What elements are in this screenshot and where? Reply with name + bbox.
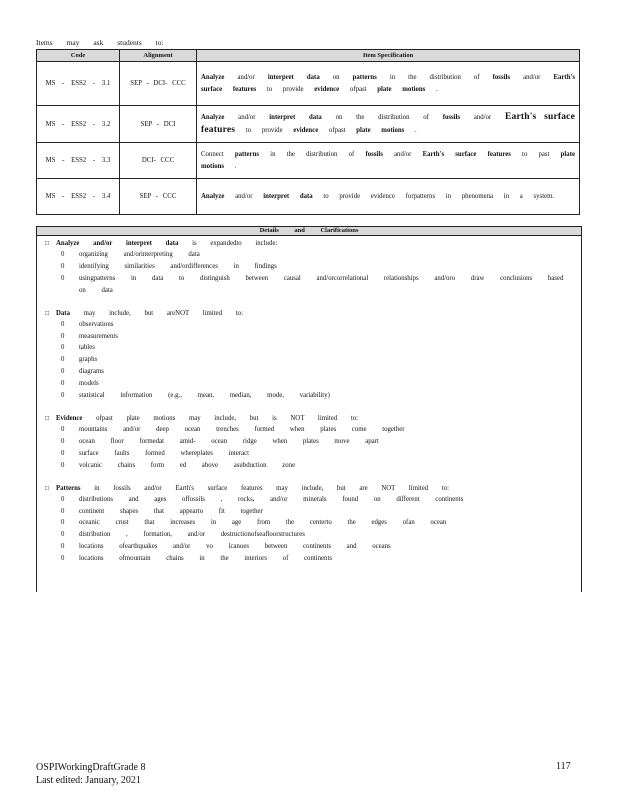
- list-item: [61, 448, 581, 460]
- list-item-text: measurements: [79, 332, 118, 340]
- list-item: [61, 273, 581, 297]
- list-item-text: tables: [79, 344, 95, 352]
- spec-text: on the distribution of: [321, 114, 443, 121]
- spec-text: to provide: [256, 85, 315, 93]
- details-header: Details and Clarifications: [37, 227, 581, 236]
- spec-text: and/or: [224, 73, 268, 81]
- section-keyword: Data: [56, 309, 70, 317]
- spec-keyword: Analyze: [201, 114, 225, 121]
- section-list: [45, 494, 581, 565]
- sub-bullet-icon: 0: [61, 425, 65, 433]
- spec-keyword: data: [306, 73, 320, 81]
- list-item-text: distributions and ages offossils , rocks, and/or minerals found on different continents: [79, 495, 464, 503]
- row-spec: [197, 143, 580, 179]
- intro-text: Items may ask students to:: [36, 38, 164, 47]
- row-spec: [197, 179, 580, 215]
- checkbox-bullet-icon: □: [45, 484, 50, 492]
- spec-keyword: Earth's surface features: [201, 112, 576, 135]
- header-code: Code: [37, 50, 120, 62]
- table-header-row: [37, 50, 580, 62]
- sub-bullet-icon: 0: [61, 274, 65, 282]
- page-number: 117: [556, 761, 571, 772]
- table-row: [37, 179, 580, 215]
- list-item: [61, 342, 581, 354]
- section-heading-text: is expandedto include:: [178, 240, 278, 247]
- sub-bullet-icon: 0: [61, 380, 65, 388]
- checkbox-bullet-icon: □: [45, 414, 50, 422]
- spec-text: and/or: [382, 150, 423, 158]
- list-item: [61, 424, 581, 436]
- spec-keyword: interpret: [267, 73, 294, 81]
- spec-keyword: patterns: [234, 150, 259, 158]
- list-item: [61, 541, 581, 553]
- row-spec: [197, 62, 580, 106]
- list-item: [61, 354, 581, 366]
- section-heading: [45, 239, 581, 249]
- section-list: [45, 319, 581, 402]
- spec-text: [294, 74, 307, 81]
- list-item: [61, 261, 581, 273]
- sub-bullet-icon: 0: [61, 392, 65, 400]
- list-item-text: diagrams: [79, 368, 104, 376]
- section-heading: [45, 484, 581, 494]
- list-item: [61, 436, 581, 448]
- section-heading-text: may include, but areNOT limited to:: [69, 309, 243, 317]
- spec-keyword: interpret: [263, 192, 290, 200]
- spec-text: in the distribution of: [376, 73, 493, 81]
- list-item-text: ocean floor formedat amid- ocean ridge when plates move apart: [79, 437, 379, 445]
- section-keyword: Patterns: [56, 484, 81, 492]
- spec-text: and/or: [510, 73, 554, 81]
- spec-text: and/or: [224, 192, 264, 200]
- list-item-text: volcanic chains form ed above asubduction zone: [79, 461, 296, 469]
- sub-bullet-icon: 0: [61, 262, 65, 270]
- section-heading: [45, 309, 581, 319]
- row-code: MS - ESS2 - 3.1: [37, 62, 120, 106]
- list-item: [61, 553, 581, 565]
- sub-bullet-icon: 0: [61, 344, 65, 352]
- spec-keyword: fossils: [365, 150, 383, 158]
- spec-text: ofpast: [318, 127, 357, 134]
- spec-text: and/or: [460, 114, 505, 121]
- spec-text: to past: [510, 150, 561, 158]
- details-section: [45, 484, 581, 565]
- spec-text: ofpast: [339, 85, 378, 93]
- row-code: MS - ESS2 - 3.3: [37, 143, 120, 179]
- spec-keyword: plate motions: [377, 85, 426, 93]
- sub-bullet-icon: 0: [61, 449, 65, 457]
- checkbox-bullet-icon: □: [45, 240, 50, 247]
- list-item: [61, 529, 581, 541]
- sub-bullet-icon: 0: [61, 251, 65, 258]
- spec-text: and/or: [224, 114, 270, 121]
- spec-keyword: patterns: [352, 73, 377, 81]
- sub-bullet-icon: 0: [61, 356, 65, 364]
- details-section: [45, 309, 581, 402]
- list-item: [61, 517, 581, 529]
- list-item: [61, 494, 581, 506]
- checkbox-bullet-icon: □: [45, 309, 50, 317]
- row-code: MS - ESS2 - 3.2: [37, 106, 120, 143]
- list-item-text: statistical information (e.g., mean, median, mode, variability): [79, 392, 330, 400]
- sub-bullet-icon: 0: [61, 555, 65, 563]
- details-clarifications-panel: [36, 226, 582, 592]
- details-section: [45, 414, 581, 472]
- spec-keyword: fossils: [492, 73, 511, 81]
- list-item: [61, 319, 581, 331]
- row-alignment: DCI- CCC: [120, 143, 197, 179]
- spec-text: in the distribution of: [259, 150, 366, 158]
- row-code: MS - ESS2 - 3.4: [37, 179, 120, 215]
- header-alignment: Alignment: [120, 50, 197, 62]
- details-sections: [37, 239, 581, 565]
- row-spec: [197, 106, 580, 143]
- list-item-text: oceanic crust that increases in age from the centerto the edges ofan ocean: [79, 519, 447, 527]
- sub-bullet-icon: 0: [61, 519, 65, 527]
- list-item-text: usingpatterns in data to distinguish between causal and/orcorrelational relationships and/oro draw conclusions based on data: [79, 274, 564, 294]
- section-heading-text: ofpast plate motions may include, but is NOT limited to:: [82, 414, 359, 422]
- section-list: [45, 424, 581, 472]
- table-row: [37, 143, 580, 179]
- list-item-text: locations ofmountain chains in the interiors of continents: [79, 555, 332, 563]
- spec-text: .: [425, 85, 438, 93]
- footer-info: [36, 761, 145, 787]
- spec-keyword: interpret: [269, 114, 296, 121]
- spec-keyword: data: [299, 192, 313, 200]
- section-keyword: Analyze and/or interpret data: [56, 240, 179, 247]
- spec-text: on: [319, 73, 353, 81]
- spec-keyword: Earth's surface features: [422, 150, 511, 158]
- spec-text: to provide: [235, 127, 294, 134]
- list-item: [61, 331, 581, 343]
- sub-bullet-icon: 0: [61, 543, 65, 551]
- sub-bullet-icon: 0: [61, 437, 65, 445]
- list-item-text: mountains and/or deep ocean trenches formed when plates come together: [79, 425, 405, 433]
- list-item-text: organizing and/orinterpreting data: [79, 251, 200, 258]
- list-item: [61, 390, 581, 402]
- header-item-specification: Item Specification: [197, 50, 580, 62]
- sub-bullet-icon: 0: [61, 461, 65, 469]
- list-item: [61, 366, 581, 378]
- sub-bullet-icon: 0: [61, 320, 65, 328]
- footer-edited: Last edited: January, 2021: [36, 775, 141, 786]
- spec-keyword: data: [308, 114, 322, 121]
- sub-bullet-icon: 0: [61, 332, 65, 340]
- section-heading: [45, 414, 581, 424]
- row-alignment: SEP - DCI- CCC: [120, 62, 197, 106]
- sub-bullet-icon: 0: [61, 368, 65, 376]
- section-heading-text: in fossils and/or Earth's surface features may include, but are NOT limited to:: [80, 484, 450, 492]
- spec-text: [295, 114, 309, 121]
- spec-keyword: Analyze: [201, 73, 225, 81]
- table-row: [37, 106, 580, 143]
- section-list: [45, 249, 581, 297]
- list-item: [61, 249, 581, 261]
- spec-text: .: [224, 162, 237, 170]
- spec-keyword: evidence: [293, 127, 319, 134]
- spec-keyword: Analyze: [201, 192, 225, 200]
- item-spec-table: [36, 49, 580, 215]
- table-row: [37, 62, 580, 106]
- list-item: [61, 506, 581, 518]
- list-item-text: locations ofearthquakes and/or vo lcanoes between continents and oceans: [79, 543, 391, 551]
- list-item-text: identifying similarities and/ordifferences in findings: [79, 262, 277, 270]
- section-keyword: Evidence: [56, 414, 83, 422]
- sub-bullet-icon: 0: [61, 507, 65, 515]
- list-item-text: surface faults formed whereplates interact: [79, 449, 249, 457]
- spec-text: to provide evidence forpatterns in phenomena in a system.: [312, 192, 555, 200]
- list-item-text: models: [79, 380, 99, 388]
- spec-keyword: plate motions: [201, 150, 575, 170]
- footer-title: OSPIWorkingDraftGrade 8: [36, 762, 146, 773]
- spec-keyword: fossils: [442, 114, 461, 121]
- list-item-text: distribution , formation, and/or destructionofseafloorstructures: [79, 531, 305, 539]
- sub-bullet-icon: 0: [61, 495, 65, 503]
- row-alignment: SEP - DCI: [120, 106, 197, 143]
- details-section: [45, 239, 581, 297]
- spec-keyword: Earth's surface features: [201, 73, 576, 93]
- list-item-text: observations: [79, 320, 114, 328]
- list-item-text: continent shapes that appearto fit together: [79, 507, 263, 515]
- spec-text: [289, 193, 300, 200]
- spec-text: Connect: [201, 150, 235, 158]
- list-item: [61, 378, 581, 390]
- spec-keyword: plate motions: [356, 127, 405, 134]
- sub-bullet-icon: 0: [61, 531, 65, 539]
- spec-text: .: [404, 127, 417, 134]
- list-item-text: graphs: [79, 356, 98, 364]
- row-alignment: SEP - CCC: [120, 179, 197, 215]
- spec-keyword: evidence: [314, 85, 340, 93]
- list-item: [61, 460, 581, 472]
